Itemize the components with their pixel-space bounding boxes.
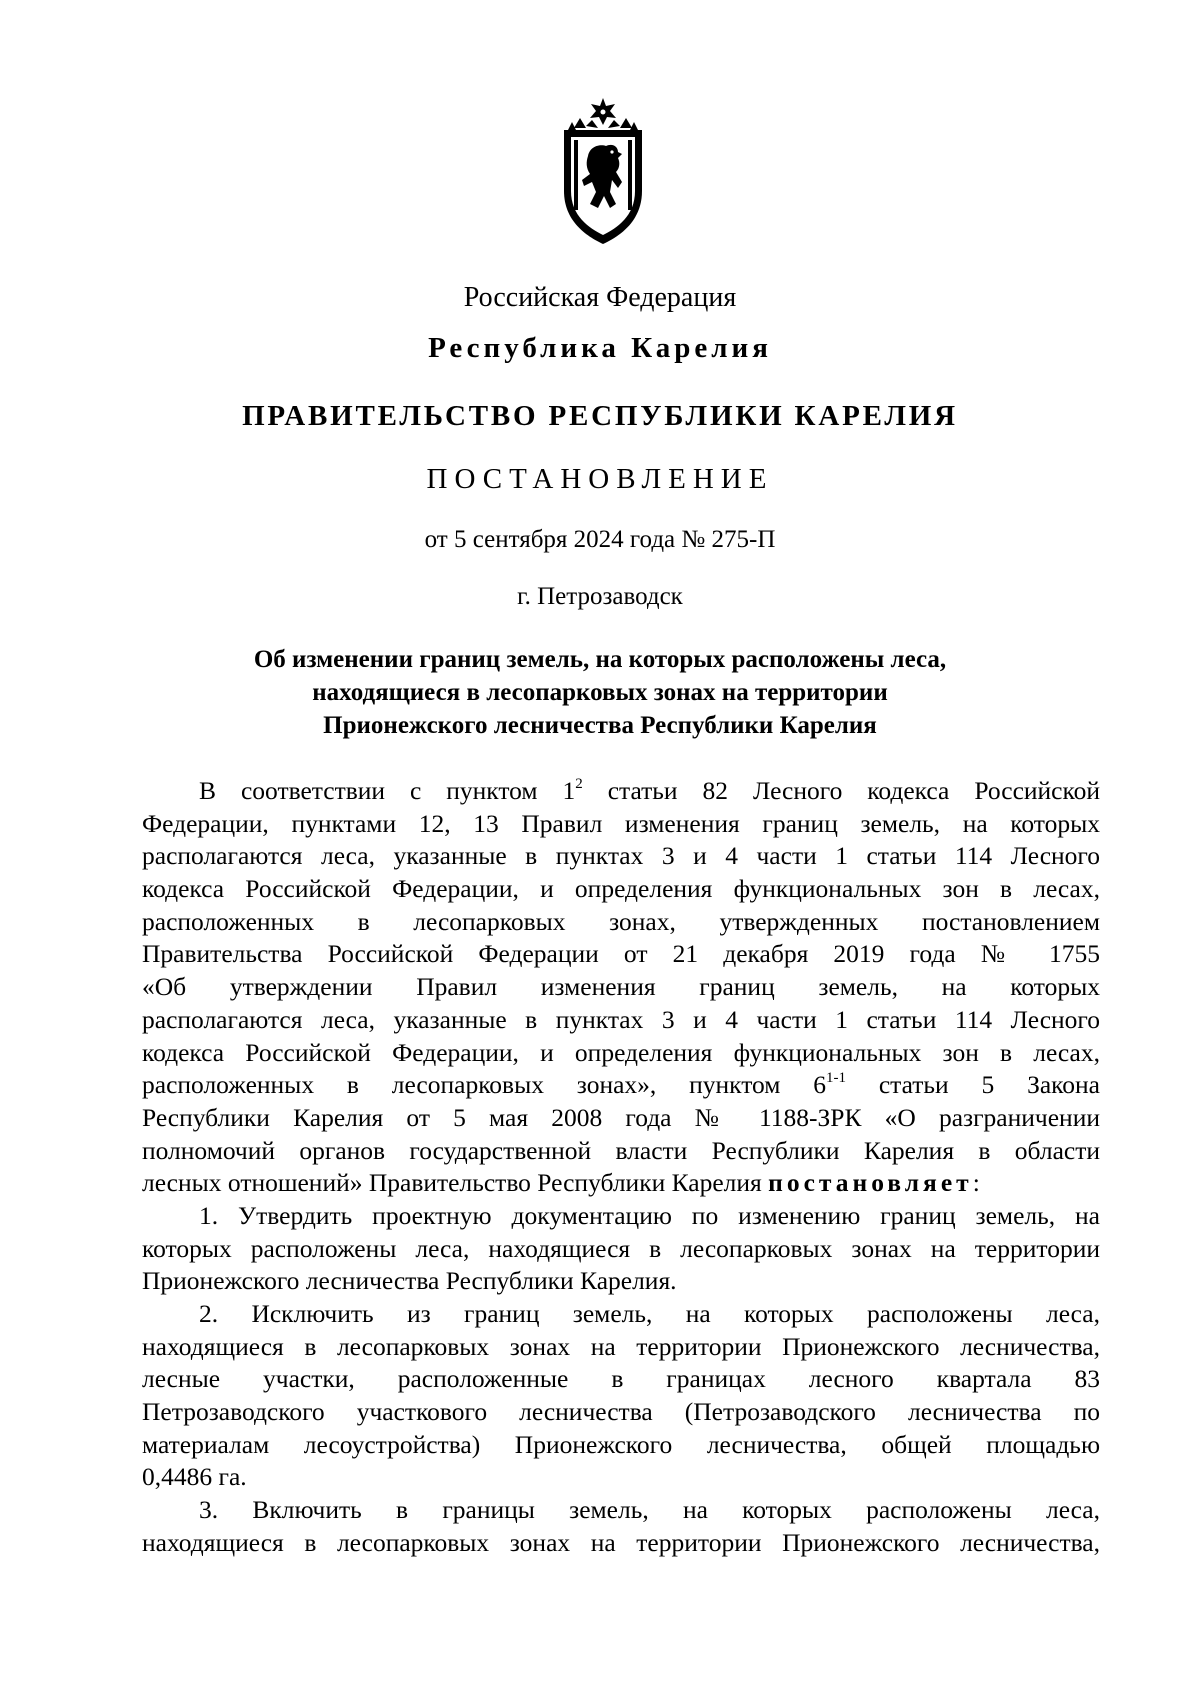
item2-line: 2. Исключить из границ земель, на которых расположены леса, [199,1299,1100,1328]
resolves-word: постановляет [768,1168,973,1198]
preamble-line: В соответствии с пунктом $1^2$ статьи 82 Лесного кодекса Российской [199,776,1100,805]
item2-line: 0,4486 га. [142,1462,247,1492]
preamble-line: «Об утверждении Правил изменения границ земель, на которых [142,972,1100,1002]
item1-line: Прионежского лесничества Республики Карелия. [142,1266,677,1296]
document-title [0,643,1200,742]
preamble-line: Правительства Российской Федерации от 21 декабря 2019 года № 1755 [142,939,1100,969]
item2-line: находящиеся в лесопарковых зонах на территории Прионежского лесничества, [142,1331,1100,1361]
preamble-line: расположенных в лесопарковых зонах», пунктом 6$^{1-1}$ статьи 5 Закона [142,1070,1100,1100]
document-type: ПОСТАНОВЛЕНИЕ [426,463,774,495]
country-name: Российская Федерация [463,282,737,313]
superscript: 2 [575,776,583,792]
document-body [142,775,1100,1560]
item3-line: находящиеся в лесопарковых зонах на территории Прионежского лесничества, [142,1527,1100,1557]
title-line: Об изменении границ земель, на которых расположены леса, [253,646,947,673]
preamble-line: кодекса Российской Федерации, и определения функциональных зон в лесах, [142,874,1100,904]
republic-name: Республика Карелия [428,332,772,364]
item1-line: 1. Утвердить проектную документацию по изменению границ земель, на [199,1200,1100,1230]
item3-line: 3. Включить в границы земель, на которых расположены леса, [199,1495,1100,1525]
preamble-line: полномочий органов государственной власти Республики Карелия в области [142,1135,1100,1165]
item1-line: которых расположены леса, находящиеся в лесопарковых зонах на территории [142,1233,1100,1263]
document-city: г. Петрозаводск [517,583,683,610]
preamble-line: расположенных в лесопарковых зонах, утвержденных постановлением [142,906,1100,936]
item2-line: Петрозаводского участкового лесничества (Петрозаводского лесничества по [142,1397,1100,1427]
title-line: Прионежского лесничества Республики Карелия [323,712,877,739]
preamble-line: лесных отношений» Правительство Республики Карелия постановляет: [142,1168,980,1198]
government-name: ПРАВИТЕЛЬСТВО РЕСПУБЛИКИ КАРЕЛИЯ [242,400,958,432]
preamble-line: Республики Карелия от 5 мая 2008 года № 1188-ЗРК «О разграничении [142,1102,1100,1132]
preamble-line: Федерации, пунктами 12, 13 Правил изменения границ земель, на которых [142,808,1100,838]
document-date-number: от 5 сентября 2024 года № 275-П [424,526,776,553]
title-line: находящиеся в лесопарковых зонах на территории [312,679,888,706]
item2-line: материалам лесоустройства) Прионежского лесничества, общей площадью [142,1429,1100,1459]
coat-of-arms-icon [560,96,646,246]
item2-line: лесные участки, расположенные в границах лесного квартала 83 [142,1364,1100,1394]
superscript: 1-1 [826,1070,847,1087]
preamble-line: располагаются леса, указанные в пунктах 3 и 4 части 1 статьи 114 Лесного [142,1004,1100,1034]
preamble-line: располагаются леса, указанные в пунктах 3 и 4 части 1 статьи 114 Лесного [142,841,1100,871]
preamble-line: кодекса Российской Федерации, и определения функциональных зон в лесах, [142,1037,1100,1067]
